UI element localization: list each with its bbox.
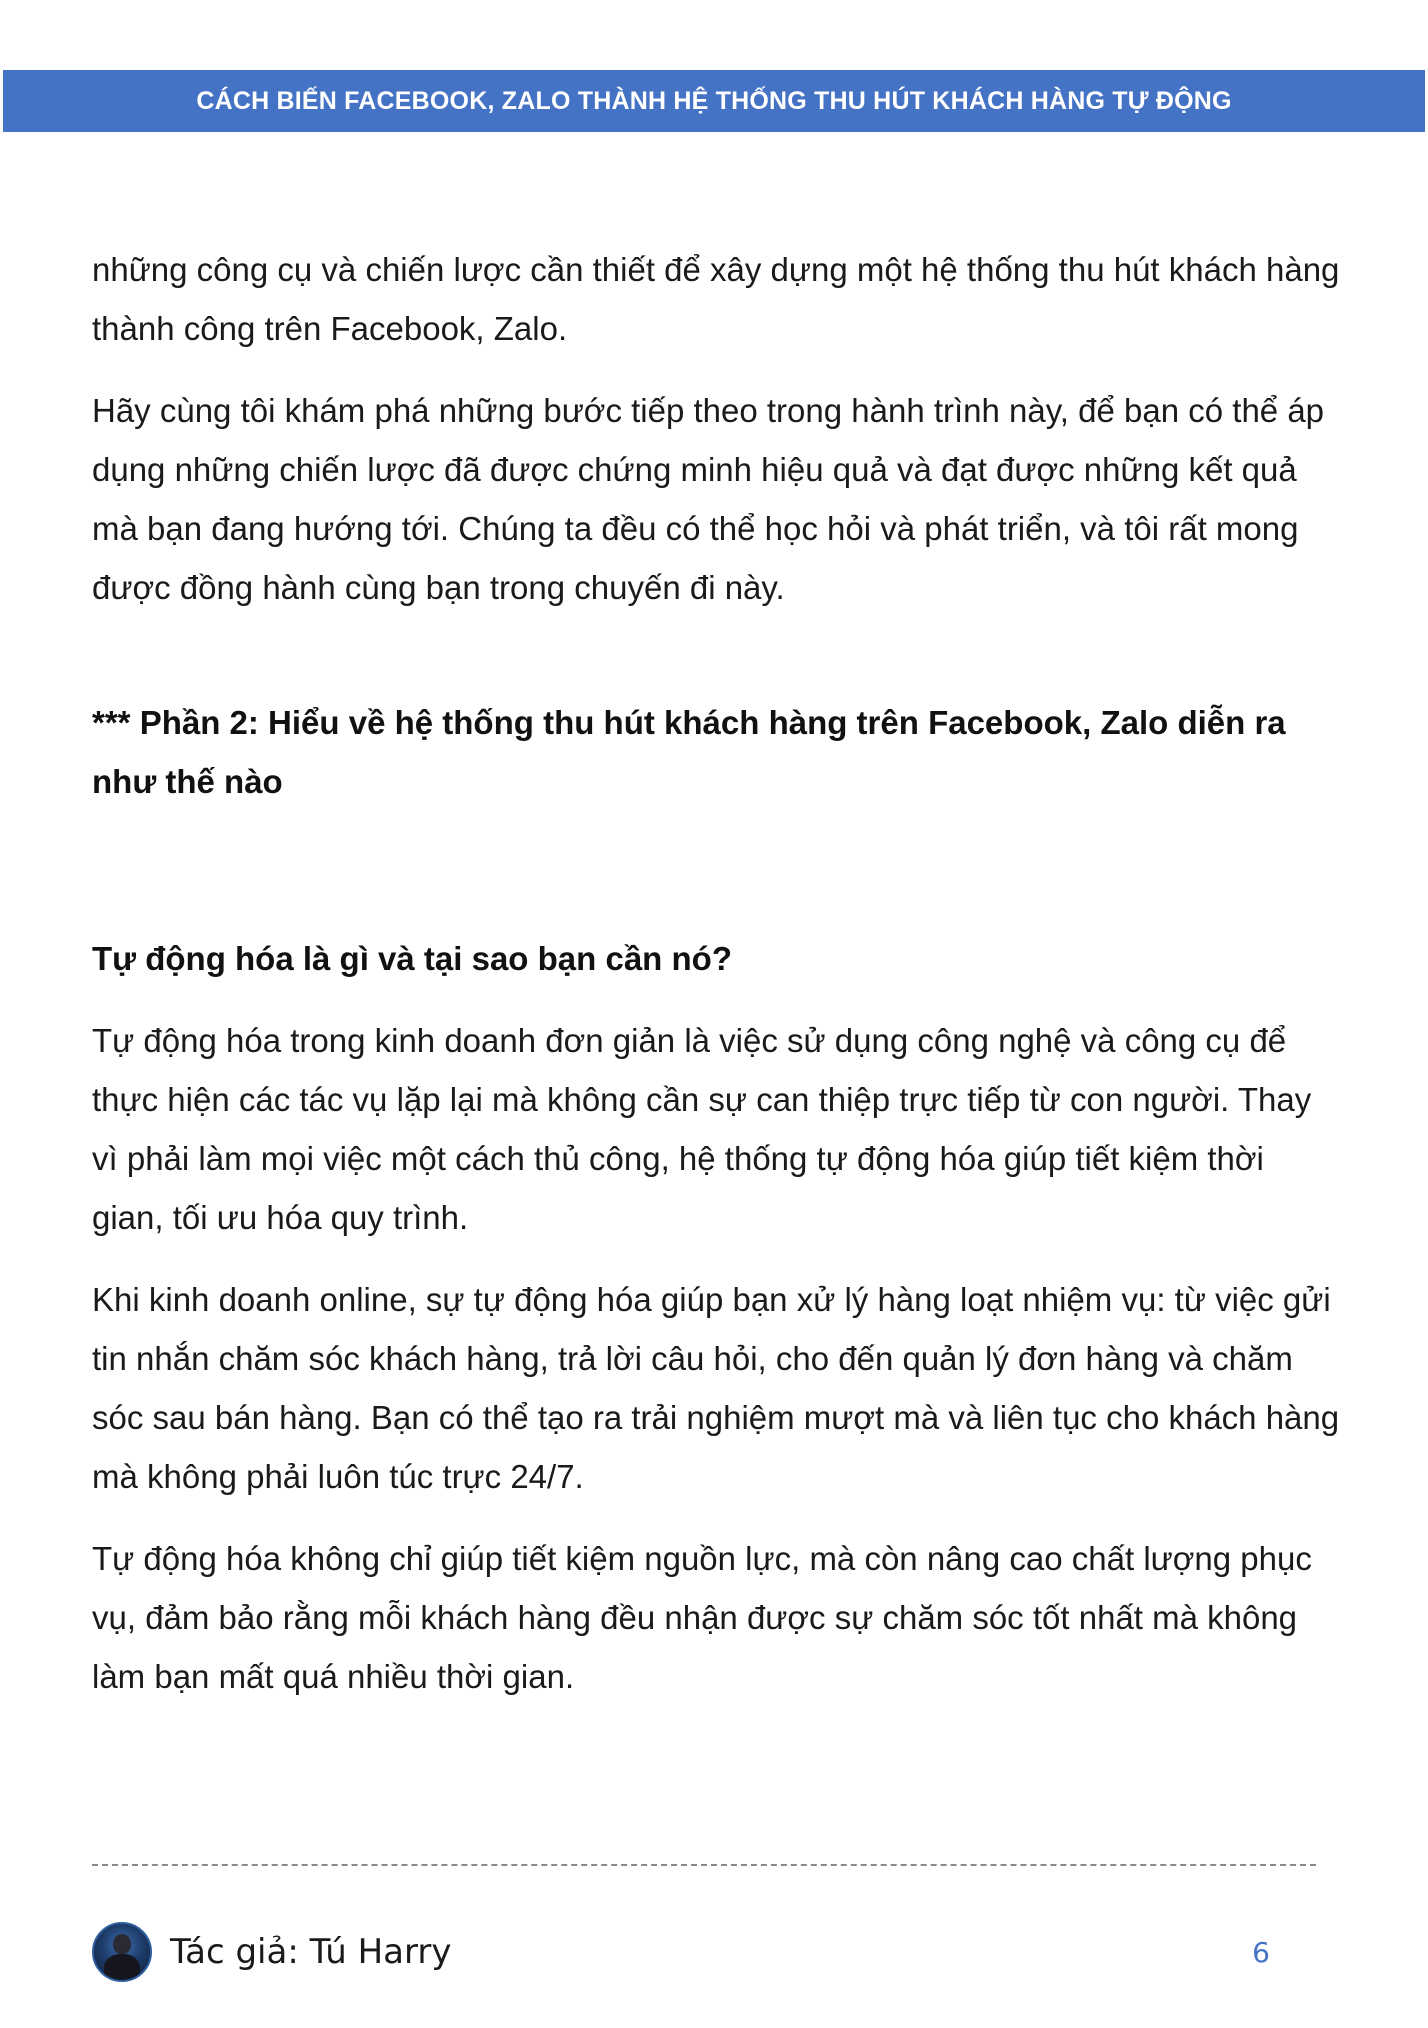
page-number: 6 xyxy=(1252,1935,1270,1969)
document-title: CÁCH BIẾN FACEBOOK, ZALO THÀNH HỆ THỐNG THU HÚT KHÁCH HÀNG TỰ ĐỘNG xyxy=(196,86,1232,115)
body-paragraph: Hãy cùng tôi khám phá những bước tiếp theo trong hành trình này, để bạn có thể áp dụng những chiến lược đã được chứng minh hiệu quả và đạt được những kết quả mà bạn đang hướng tới. Chúng ta đều có thể học hỏi và phát triển, và tôi rất mong được đồng hành cùng bạn trong chuyến đi này. xyxy=(92,392,1325,606)
page-body xyxy=(92,240,1342,1729)
author-avatar-icon xyxy=(92,1922,152,1982)
author-name: Tác giả: Tú Harry xyxy=(170,1932,452,1972)
avatar-head xyxy=(113,1934,131,1954)
section-heading: *** Phần 2: Hiểu về hệ thống thu hút khách hàng trên Facebook, Zalo diễn ra như thế nào xyxy=(92,704,1286,800)
avatar-body xyxy=(104,1954,140,1982)
header-bar xyxy=(3,70,1425,132)
body-paragraph: những công cụ và chiến lược cần thiết để xây dựng một hệ thống thu hút khách hàng thành công trên Facebook, Zalo. xyxy=(92,251,1340,347)
subheading: Tự động hóa là gì và tại sao bạn cần nó? xyxy=(92,940,732,977)
body-paragraph: Tự động hóa trong kinh doanh đơn giản là việc sử dụng công nghệ và công cụ để thực hiện các tác vụ lặp lại mà không cần sự can thiệp trực tiếp từ con người. Thay vì phải làm mọi việc một cách thủ công, hệ thống tự động hóa giúp tiết kiệm thời gian, tối ưu hóa quy trình. xyxy=(92,1022,1312,1236)
body-paragraph: Khi kinh doanh online, sự tự động hóa giúp bạn xử lý hàng loạt nhiệm vụ: từ việc gửi tin nhắn chăm sóc khách hàng, trả lời câu hỏi, cho đến quản lý đơn hàng và chăm sóc sau bán hàng. Bạn có thể tạo ra trải nghiệm mượt mà và liên tục cho khách hàng mà không phải luôn túc trực 24/7. xyxy=(92,1281,1340,1495)
page-footer xyxy=(92,1920,1316,1984)
body-paragraph: Tự động hóa không chỉ giúp tiết kiệm nguồn lực, mà còn nâng cao chất lượng phục vụ, đảm bảo rằng mỗi khách hàng đều nhận được sự chăm sóc tốt nhất mà không làm bạn mất quá nhiều thời gian. xyxy=(92,1540,1312,1695)
footer-divider xyxy=(92,1864,1316,1866)
